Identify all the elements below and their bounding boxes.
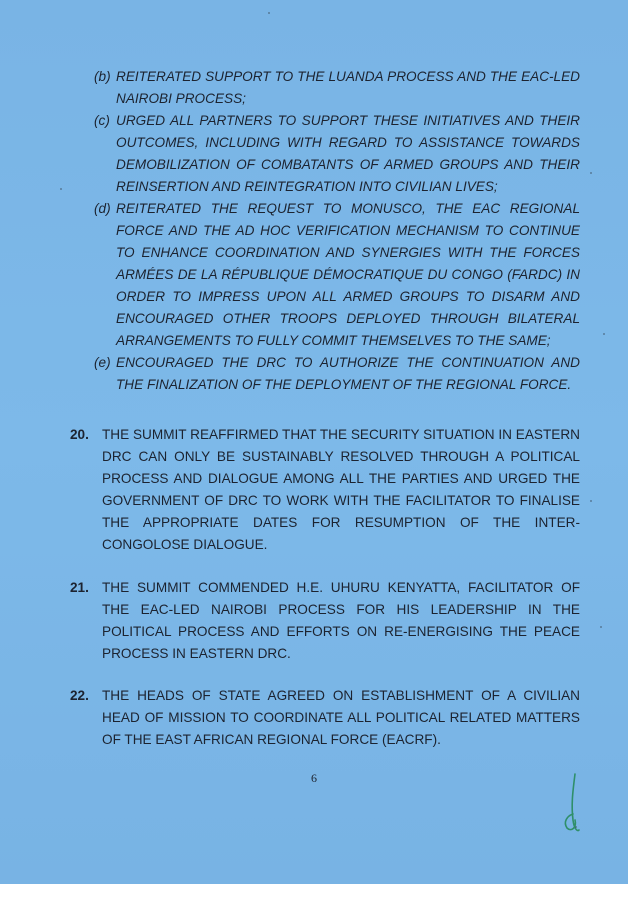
sub-item-d [94,198,580,352]
paragraph-text: THE SUMMIT COMMENDED H.E. UHURU KENYATTA, FACILITATOR OF THE EAC-LED NAIROBI PROCESS FOR HIS LEADERSHIP IN THE POLITICAL PROCESS AND EFFORTS ON RE-ENERGISING THE PEACE PROCESS IN EASTERN DRC. [102,580,580,661]
paragraph-number: 20. [70,427,89,442]
paragraph-21 [70,577,580,665]
paragraph-20 [70,424,580,556]
sub-item-marker: (d) [94,201,111,216]
page-number: 6 [311,771,317,785]
scan-speck [575,826,577,828]
sub-item-marker: (b) [94,69,111,84]
scan-speck [590,500,592,502]
sub-item-text: ENCOURAGED THE DRC TO AUTHORIZE THE CONTINUATION AND THE FINALIZATION OF THE DEPLOYMENT OF THE REGIONAL FORCE. [116,355,580,392]
sub-item-list [94,66,580,396]
sub-item-text: URGED ALL PARTNERS TO SUPPORT THESE INITIATIVES AND THEIR OUTCOMES, INCLUDING WITH REGARD TO ASSISTANCE TOWARDS DEMOBILIZATION OF COMBATANTS OF ARMED GROUPS AND THEIR REINSERTION AND REINTEGRATION INTO CIVILIAN LIVES; [116,113,580,194]
sub-item-c [94,110,580,198]
paragraph-number: 22. [70,688,89,703]
paragraph-text: THE HEADS OF STATE AGREED ON ESTABLISHMENT OF A CIVILIAN HEAD OF MISSION TO COORDINATE ALL POLITICAL RELATED MATTERS OF THE EAST AFRICAN REGIONAL FORCE (EACRF). [102,688,580,747]
handwritten-initial [553,770,593,840]
scan-speck [590,172,592,174]
sub-item-marker: (c) [94,113,110,128]
paragraph-22 [70,685,580,751]
scan-speck [60,188,62,190]
sub-item-e [94,352,580,396]
paragraph-text: THE SUMMIT REAFFIRMED THAT THE SECURITY SITUATION IN EASTERN DRC CAN ONLY BE SUSTAINABLY RESOLVED THROUGH A POLITICAL PROCESS AND DIALOGUE AMONG ALL THE PARTIES AND URGED THE GOVERNMENT OF DRC TO WORK WITH THE FACILITATOR TO FINALISE THE APPROPRIATE DATES FOR RESUMPTION OF THE INTER-CONGOLOSE DIALOGUE. [102,427,580,552]
scan-speck [268,12,270,14]
sub-item-marker: (e) [94,355,111,370]
sub-item-text: REITERATED SUPPORT TO THE LUANDA PROCESS AND THE EAC-LED NAIROBI PROCESS; [116,69,580,106]
sub-item-b [94,66,580,110]
scan-speck [603,333,605,335]
paragraph-number: 21. [70,580,89,595]
scan-speck [600,626,602,628]
sub-item-text: REITERATED THE REQUEST TO MONUSCO, THE EAC REGIONAL FORCE AND THE AD HOC VERIFICATION MECHANISM TO CONTINUE TO ENHANCE COORDINATION AND SYNERGIES WITH THE FORCES ARMÉES DE LA RÉPUBLIQUE DÉMOCRATIQUE DU CONGO (FARDC) IN ORDER TO IMPRESS UPON ALL ARMED GROUPS TO DISARM AND ENCOURAGED OTHER TROOPS DEPLOYED THROUGH BILATERAL ARRANGEMENTS TO FULLY COMMIT THEMSELVES TO THE SAME; [116,201,580,348]
